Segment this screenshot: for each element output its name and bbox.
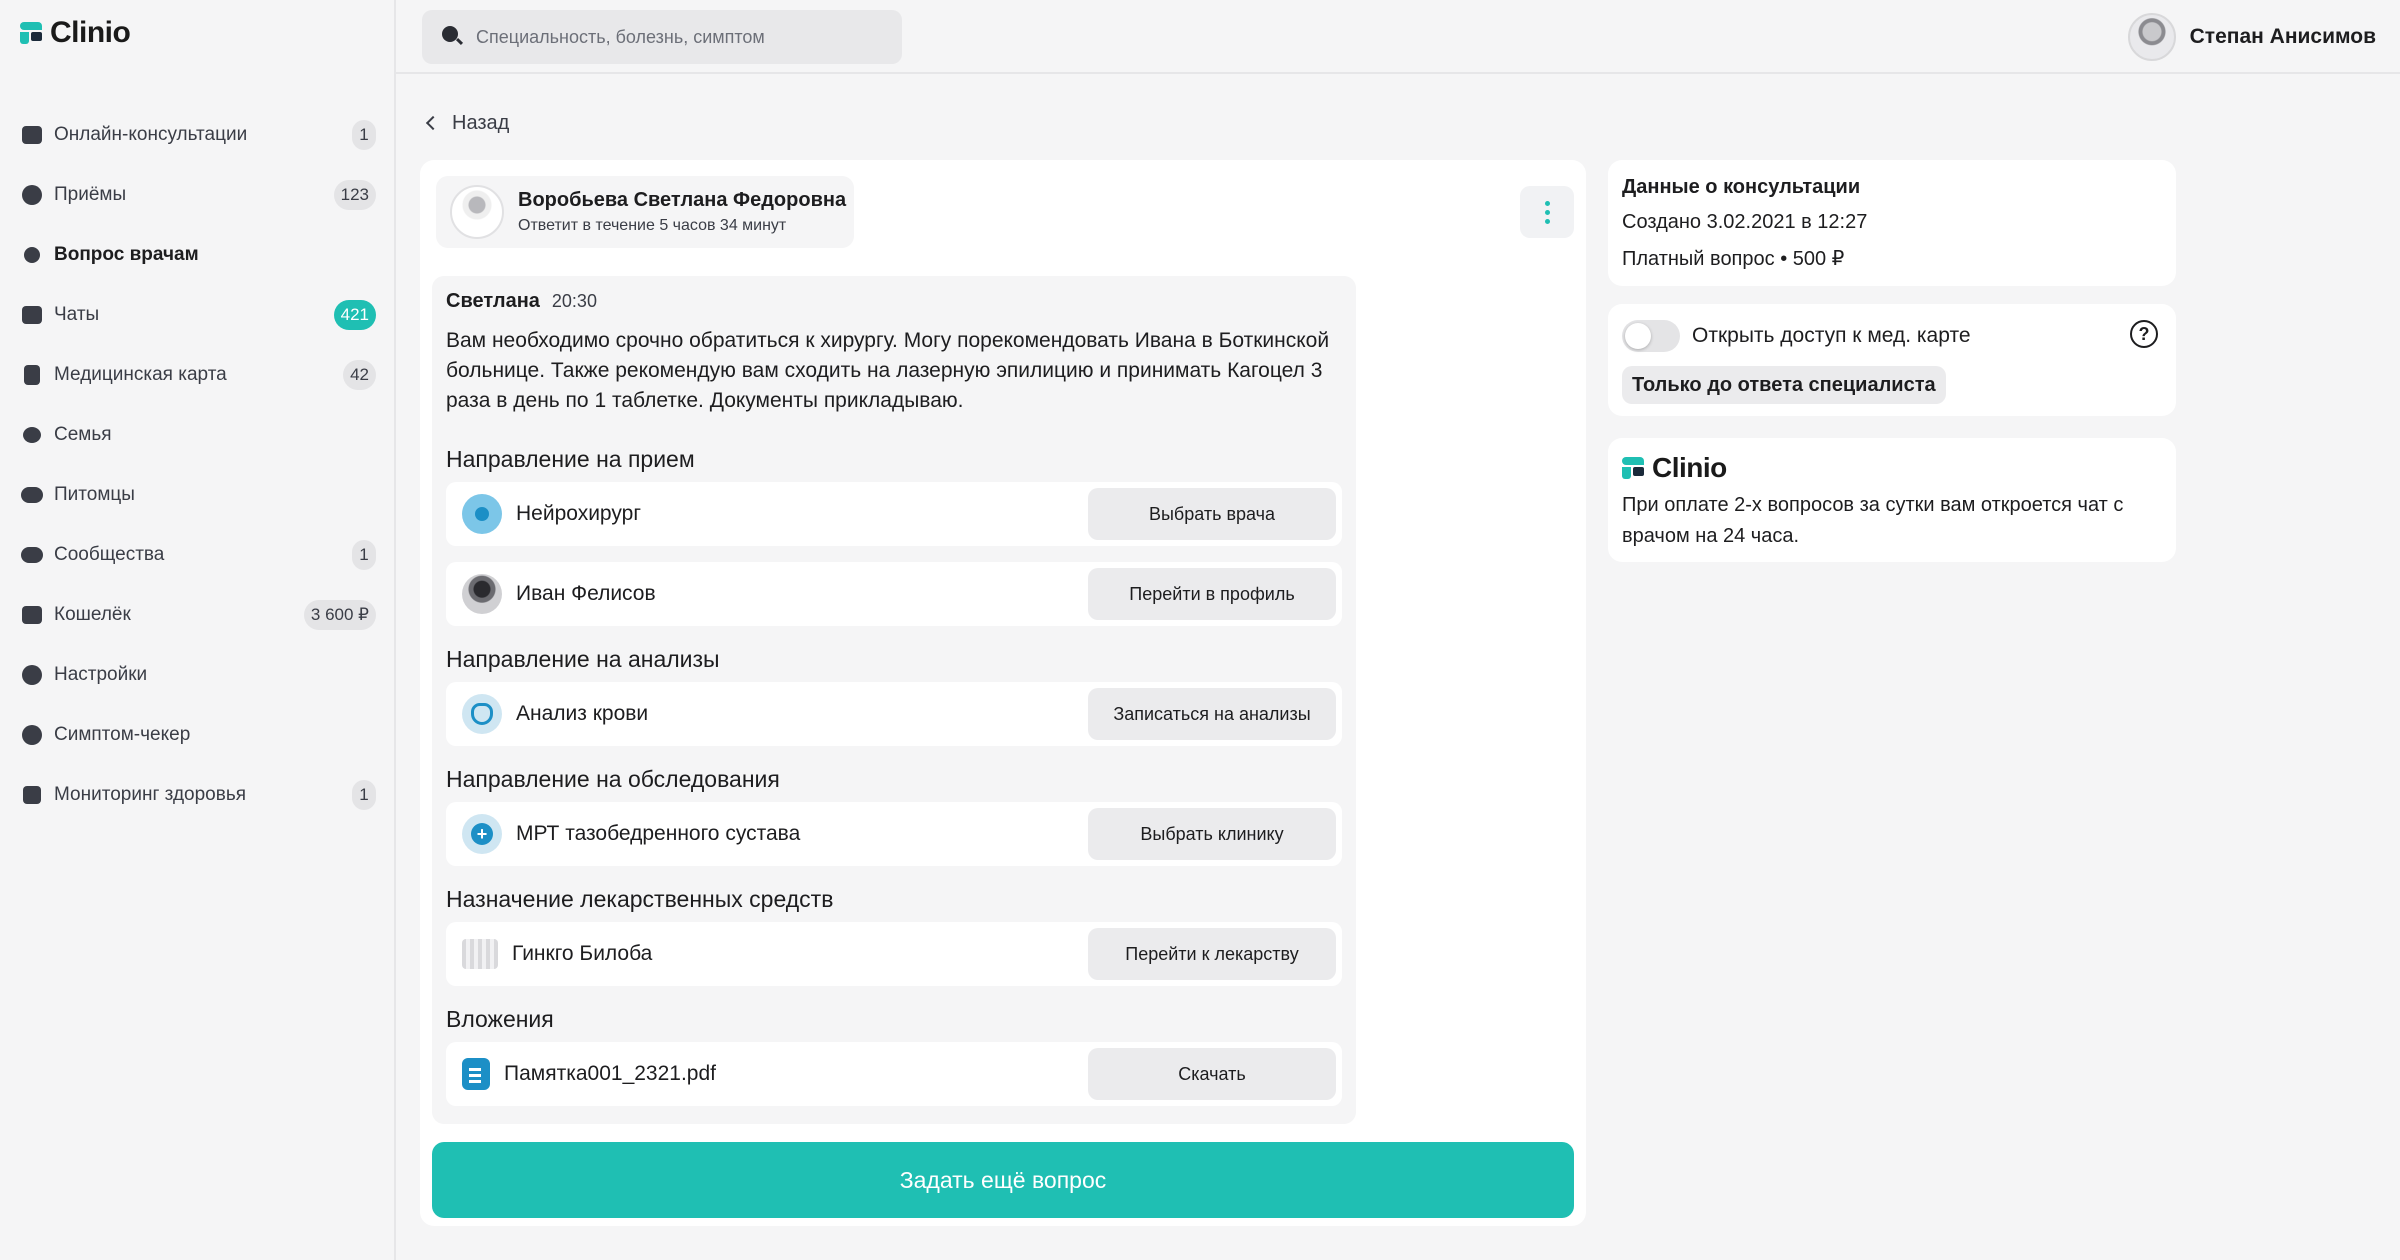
paw-icon	[20, 483, 44, 507]
sidebar-item-badge: 1	[352, 540, 376, 570]
row-label: Анализ крови	[516, 702, 649, 725]
ask-another-question-button[interactable]: Задать ещё вопрос	[432, 1142, 1574, 1218]
go-to-medicine-button[interactable]: Перейти к лекарству	[1088, 928, 1336, 980]
list-item	[446, 482, 1342, 546]
access-label: Открыть доступ к мед. карте	[1692, 324, 1971, 347]
sidebar-item-wallet[interactable]	[0, 585, 396, 645]
message-time: 20:30	[551, 291, 597, 311]
file-icon	[462, 1058, 490, 1090]
chart-icon	[20, 783, 44, 807]
choose-doctor-button[interactable]: Выбрать врача	[1088, 488, 1336, 540]
family-icon	[20, 423, 44, 447]
more-vertical-icon	[1545, 201, 1550, 206]
consultation-info-card	[1608, 160, 2176, 286]
doctor-chip[interactable]	[436, 176, 854, 248]
sidebar-item-label: Онлайн-консультации	[54, 124, 248, 145]
section-title-attachments: Вложения	[446, 1006, 554, 1032]
sidebar-item-label: Настройки	[54, 664, 148, 685]
doctor-avatar	[450, 185, 504, 239]
sidebar-item-chats[interactable]	[0, 285, 396, 345]
message-author: Светлана	[446, 290, 540, 312]
sidebar-item-pets[interactable]	[0, 465, 396, 525]
clinio-logo-icon	[20, 22, 42, 44]
section-title-medicines: Назначение лекарственных средств	[446, 886, 834, 912]
doctor-name: Воробьева Светлана Федоровна	[518, 189, 847, 211]
message-text: Вам необходимо срочно обратиться к хирургу. Могу порекомендовать Ивана в Боткинской больнице. Также рекомендую вам сходить на лазерную эпилицию и принимать Кагоцел 3 раза в день по 1 таблетке. Документы прикладываю.	[446, 329, 1330, 412]
row-label: Нейрохирург	[516, 502, 641, 525]
consultation-price: Платный вопрос • 500 ₽	[1622, 248, 1845, 270]
sidebar-item-label: Медицинская карта	[54, 364, 227, 385]
sidebar-item-label: Кошелёк	[54, 604, 131, 625]
access-scope-chip[interactable]: Только до ответа специалиста	[1622, 366, 1946, 404]
sidebar-item-label: Вопрос врачам	[54, 244, 199, 265]
chevron-left-icon	[426, 116, 440, 130]
doctor-reply-eta: Ответит в течение 5 часов 34 минут	[518, 217, 787, 234]
sidebar-item-label: Питомцы	[54, 484, 135, 505]
sidebar-item-label: Приёмы	[54, 184, 127, 205]
back-link[interactable]	[428, 108, 509, 138]
sidebar-item-badge: 1	[352, 120, 376, 150]
plus-circle-icon	[20, 183, 44, 207]
medical-cross-icon	[462, 814, 502, 854]
community-icon	[20, 543, 44, 567]
sidebar-item-symptom-checker[interactable]	[0, 705, 396, 765]
person-icon	[462, 494, 502, 534]
more-options-button[interactable]	[1520, 186, 1574, 238]
sidebar-item-health-monitoring[interactable]	[0, 765, 396, 825]
sidebar-item-ask-doctors[interactable]	[0, 225, 396, 285]
row-label: Иван Фелисов	[516, 582, 656, 605]
book-analyses-button[interactable]: Записаться на анализы	[1088, 688, 1336, 740]
flask-icon	[462, 694, 502, 734]
sidebar	[0, 0, 396, 1260]
promo-brand: Clinio	[1652, 452, 1727, 483]
sidebar-item-settings[interactable]	[0, 645, 396, 705]
sidebar-item-badge: 42	[343, 360, 376, 390]
doctor-photo	[462, 574, 502, 614]
sidebar-item-appointments[interactable]	[0, 165, 396, 225]
download-button[interactable]: Скачать	[1088, 1048, 1336, 1100]
sidebar-item-label: Мониторинг здоровья	[54, 784, 247, 805]
topbar	[396, 0, 2400, 74]
list-item	[446, 922, 1342, 986]
search-icon	[442, 26, 464, 48]
sidebar-item-label: Сообщества	[54, 544, 165, 565]
app-name: Clinio	[50, 16, 131, 49]
promo-text: При оплате 2-х вопросов за сутки вам откроется чат с врачом на 24 часа.	[1622, 494, 2124, 547]
sidebar-item-badge: 421	[334, 300, 376, 330]
chat-icon	[20, 303, 44, 327]
search-input[interactable]	[476, 27, 876, 48]
stethoscope-icon	[20, 243, 44, 267]
clipboard-icon	[20, 363, 44, 387]
video-icon	[20, 123, 44, 147]
question-card	[420, 160, 1586, 1226]
wallet-icon	[20, 603, 44, 627]
medical-card-access-card	[1608, 304, 2176, 416]
user-menu[interactable]	[2128, 12, 2376, 62]
sidebar-item-label: Симптом-чекер	[54, 724, 191, 745]
sidebar-item-badge: 1	[352, 780, 376, 810]
sidebar-item-medical-card[interactable]	[0, 345, 396, 405]
promo-card	[1608, 438, 2176, 562]
sidebar-item-family[interactable]	[0, 405, 396, 465]
app-logo[interactable]	[20, 16, 130, 50]
consultation-created: Создано 3.02.2021 в 12:27	[1622, 211, 1868, 233]
sidebar-item-badge: 3 600 ₽	[304, 600, 376, 630]
user-name: Степан Анисимов	[2189, 25, 2376, 48]
row-label: Гинкго Билоба	[512, 942, 653, 965]
list-item	[446, 562, 1342, 626]
list-item	[446, 1042, 1342, 1106]
list-item	[446, 802, 1342, 866]
medical-card-access-toggle[interactable]	[1622, 320, 1680, 352]
medicine-pack-icon	[462, 939, 498, 969]
sidebar-item-online-consultations[interactable]	[0, 105, 396, 165]
doctor-message	[432, 276, 1356, 1124]
avatar[interactable]	[2128, 13, 2176, 61]
search-box[interactable]	[422, 10, 902, 64]
section-title-analyses: Направление на анализы	[446, 646, 720, 672]
help-icon[interactable]: ?	[2130, 320, 2158, 348]
row-label: МРТ тазобедренного сустава	[516, 822, 801, 845]
clinio-logo-icon	[1622, 457, 1644, 479]
back-label: Назад	[452, 111, 510, 134]
promo-logo	[1622, 452, 2162, 484]
choose-clinic-button[interactable]: Выбрать клинику	[1088, 808, 1336, 860]
symptom-checker-icon	[20, 723, 44, 747]
section-title-exams: Направление на обследования	[446, 766, 780, 792]
consultation-title: Данные о консультации	[1622, 176, 1861, 198]
sidebar-nav	[0, 105, 396, 825]
sidebar-item-communities[interactable]	[0, 525, 396, 585]
row-label: Памятка001_2321.pdf	[504, 1062, 716, 1085]
go-to-profile-button[interactable]: Перейти в профиль	[1088, 568, 1336, 620]
sidebar-item-label: Семья	[54, 424, 112, 445]
list-item	[446, 682, 1342, 746]
sidebar-item-badge: 123	[334, 180, 376, 210]
section-title-appointment: Направление на прием	[446, 446, 695, 472]
sidebar-item-label: Чаты	[54, 304, 100, 325]
gear-icon	[20, 663, 44, 687]
